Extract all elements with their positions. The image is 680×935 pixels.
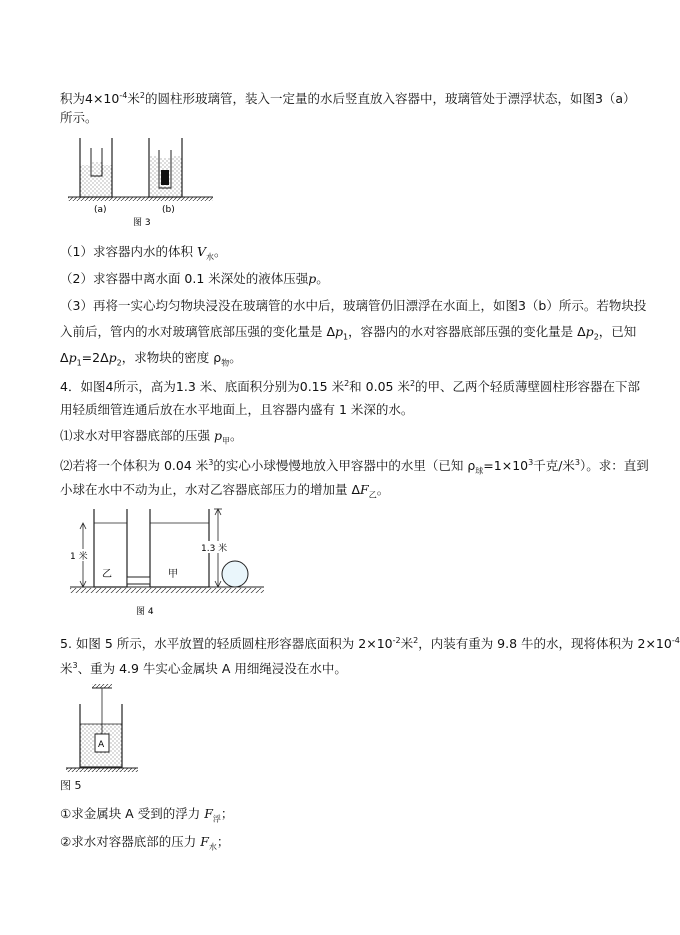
- q5-sub-2: ②求水对容器底部的压力 $F_水$；: [60, 834, 230, 852]
- q3-part-1: （1）求容器内水的体积 $V_水$。: [60, 244, 227, 262]
- label-b: (b): [162, 205, 175, 215]
- q5-line-1: 5. 如图 5 所示，水平放置的轻质圆柱形容器底面积为 $2\times 10^{-2}$米$^2$，内装有重为 9.8 牛的水，现将体积为 $2\times 10^{-4}$: [60, 636, 680, 652]
- q3-part-3-line-3: $\Delta p_1=2\Delta p_2$，求物块的密度 $\rho_物$。: [60, 350, 242, 368]
- q4-line-1: 4．如图4所示，高为1.3 米、底面积分别为0.15 米$^2$和 0.05 米$^2$的甲、乙两个轻质薄壁圆柱形容器在下部: [60, 379, 641, 395]
- label-A: A: [98, 740, 105, 750]
- label-a: (a): [94, 205, 107, 215]
- figure-3-caption: 图 3: [133, 218, 151, 228]
- q4-sub-1: ⑴求水对甲容器底部的压强 $p_甲$。: [60, 428, 243, 446]
- q3-text-line-2: 所示。: [60, 110, 98, 125]
- q5-sub-1: ①求金属块 A 受到的浮力 $F_浮$；: [60, 806, 234, 824]
- figure-3: [66, 136, 216, 231]
- q4-sub-2-line-1: ⑵若将一个体积为 0.04 米$^3$的实心小球慢慢地放入甲容器中的水里（已知 $\rho_球=1\times 10^3$千克/米$^3$）。求：直到: [60, 458, 649, 476]
- figure-4: [64, 505, 269, 620]
- q3-part-2: （2）求容器中离水面 0.1 米深处的液体压强p。: [60, 271, 329, 286]
- figure-4-caption: 图 4: [136, 607, 154, 617]
- q3-part-3-line-2: 入前后，管内的水对玻璃管底部压强的变化量是 $\Delta p_1$，容器内的水对容器底部压强的变化量是 $\Delta p_2$，已知: [60, 324, 637, 342]
- figure-5: [62, 682, 142, 787]
- container-a: [80, 138, 112, 197]
- label-1-3m: 1.3 米: [201, 544, 228, 554]
- label-jia: 甲: [168, 569, 178, 580]
- label-yi: 乙: [102, 569, 112, 580]
- q5-line-2: 米$^3$、重为 4.9 牛实心金属块 A 用细绳浸没在水中。: [60, 661, 347, 677]
- q3-text-line-1: 积为$4\times 10^{-4}$米$^2$的圆柱形玻璃管，装入一定量的水后竖直放入容器中，玻璃管处于漂浮状态，如图3（a）: [60, 91, 636, 107]
- label-1m: 1 米: [70, 552, 88, 562]
- container-b: [149, 138, 182, 197]
- figure-5-caption: 图 5: [60, 779, 82, 792]
- q3-part-3-line-1: （3）再将一实心均匀物块浸没在玻璃管的水中后，玻璃管仍旧漂浮在水面上，如图3（b）所示。若物块投: [60, 298, 647, 313]
- q4-sub-2-line-2: 小球在水中不动为止，水对乙容器底部压力的增加量 $\Delta F_乙$。: [60, 482, 390, 500]
- q4-line-2: 用轻质细管连通后放在水平地面上，且容器内盛有 1 米深的水。: [60, 402, 414, 417]
